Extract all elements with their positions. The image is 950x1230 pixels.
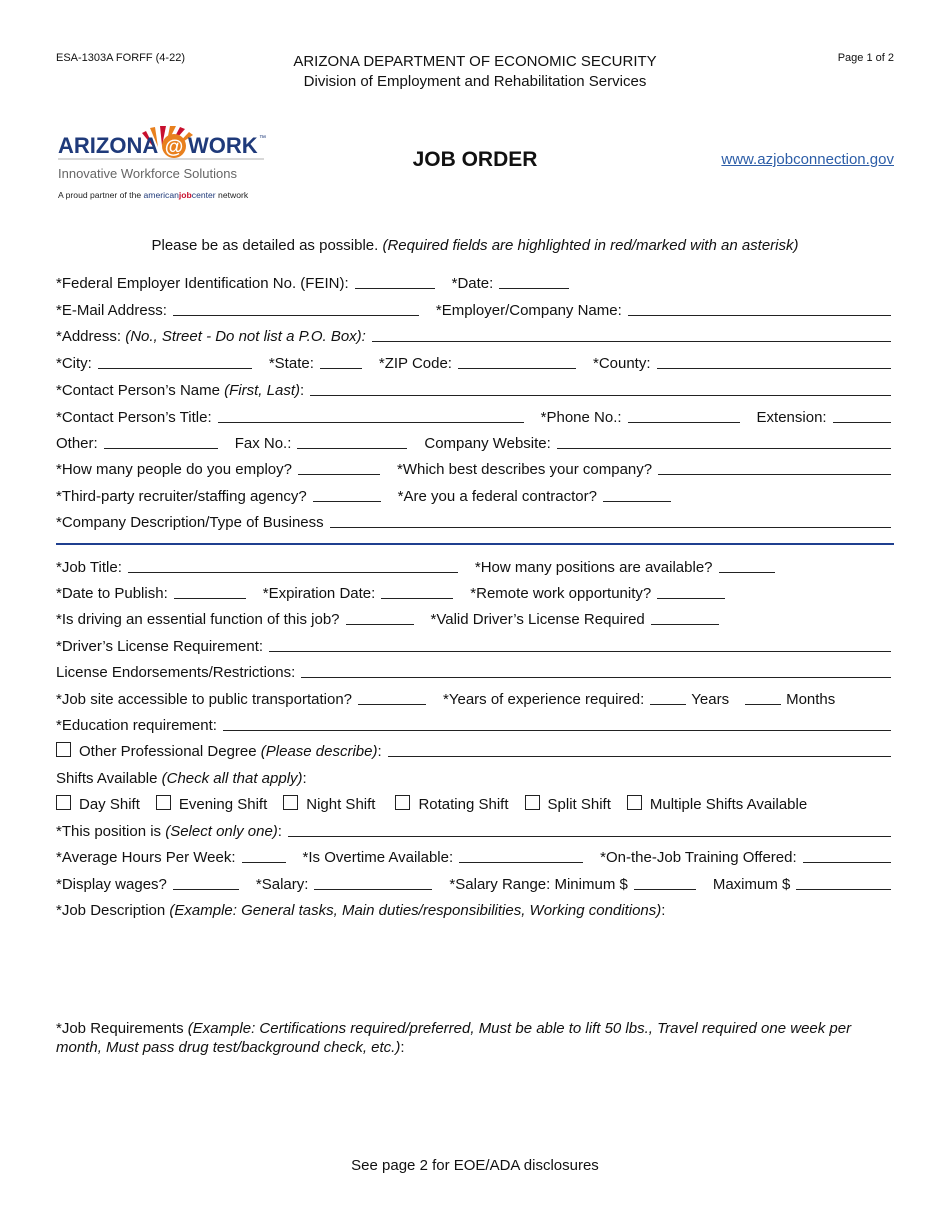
fein-label: *Federal Employer Identification No. (FEIN): — [56, 275, 349, 292]
row-position-type — [56, 820, 894, 840]
shift-option-night[interactable] — [283, 795, 375, 813]
logo-at-sign: @ — [164, 137, 184, 158]
agency-header — [0, 52, 950, 92]
shift-label: Day Shift — [79, 796, 140, 813]
shift-label: Rotating Shift — [418, 796, 509, 813]
position-is-colon: : — [277, 823, 282, 840]
employ-count-label: *How many people do you employ? — [56, 461, 292, 478]
partner-center: center — [191, 190, 216, 200]
shift-label: Multiple Shifts Available — [649, 796, 808, 813]
other-degree-label — [79, 743, 382, 760]
checkbox-icon[interactable] — [56, 795, 71, 810]
salary-min-label: *Salary Range: Minimum $ — [449, 876, 628, 893]
other-degree-text: Other Professional Degree — [79, 743, 261, 760]
address-note: (No., Street - Do not list a P.O. Box): — [125, 328, 366, 345]
months-label: Months — [786, 691, 836, 708]
state-label: *State: — [268, 355, 314, 372]
shifts-colon: : — [302, 770, 307, 787]
division-name: Division of Employment and Rehabilitation Services — [303, 73, 647, 90]
publish-date-label: *Date to Publish: — [56, 585, 168, 602]
company-website-label: Company Website: — [424, 435, 551, 452]
row-publish — [56, 582, 894, 602]
job-description-text: *Job Description — [56, 902, 170, 919]
shift-option-rotating[interactable] — [395, 795, 508, 813]
shifts-label-text: Shifts Available — [56, 770, 162, 787]
extension-label: Extension: — [756, 409, 827, 426]
city-field[interactable] — [98, 368, 252, 369]
contact-name-colon: : — [299, 382, 305, 399]
salary-max-label: Maximum $ — [712, 876, 791, 893]
address-label — [56, 328, 366, 345]
company-description-label: *Company Description/Type of Business — [56, 514, 324, 531]
public-transport-field[interactable] — [358, 704, 426, 705]
logo-partner-line — [58, 190, 249, 200]
license-required-label: *Valid Driver’s License Required — [430, 611, 645, 628]
company-name-label: *Employer/Company Name: — [435, 302, 622, 319]
row-education — [56, 714, 894, 734]
endorsements-field[interactable] — [301, 677, 891, 678]
public-transport-label: *Job site accessible to public transportation? — [56, 691, 353, 708]
zip-field[interactable] — [458, 368, 576, 369]
contact-name-note: (First, Last) — [224, 382, 300, 399]
checkbox-icon[interactable] — [525, 795, 540, 810]
shifts-note: (Check all that apply) — [161, 770, 303, 787]
job-description-label — [56, 902, 665, 919]
license-requirement-field[interactable] — [269, 651, 891, 652]
federal-contractor-label: *Are you a federal contractor? — [397, 488, 597, 505]
page-number: Page 1 of 2 — [837, 52, 894, 64]
salary-field[interactable] — [314, 889, 432, 890]
expiration-field[interactable] — [381, 598, 453, 599]
partner-american: american — [143, 190, 179, 200]
job-title-label: *Job Title: — [56, 559, 122, 576]
other-field[interactable] — [104, 448, 218, 449]
website-link[interactable]: www.azjobconnection.gov — [721, 151, 894, 168]
checkbox-icon[interactable] — [156, 795, 171, 810]
document-title: JOB ORDER — [412, 148, 538, 171]
row-driving — [56, 608, 894, 628]
experience-months-field[interactable] — [745, 704, 781, 705]
row-shifts-label — [56, 767, 894, 787]
row-hours — [56, 846, 894, 866]
company-website-field[interactable] — [557, 448, 891, 449]
job-requirements-text: *Job Requirements — [56, 1020, 188, 1037]
driving-essential-field[interactable] — [346, 624, 414, 625]
company-name-field[interactable] — [628, 315, 891, 316]
row-city — [56, 352, 894, 372]
extension-field[interactable] — [833, 422, 891, 423]
address-label-text: *Address: — [56, 328, 126, 345]
job-requirements-area[interactable] — [56, 1062, 894, 1148]
row-endorsements — [56, 661, 894, 681]
date-field[interactable] — [499, 288, 569, 289]
expiration-label: *Expiration Date: — [262, 585, 376, 602]
contact-title-label: *Contact Person’s Title: — [56, 409, 212, 426]
logo-brand-left: ARIZONA — [58, 133, 159, 158]
positions-field[interactable] — [719, 572, 775, 573]
contact-title-field[interactable] — [218, 422, 524, 423]
job-title-field[interactable] — [128, 572, 458, 573]
county-field[interactable] — [657, 368, 891, 369]
row-shift-options — [56, 793, 894, 813]
company-type-label: *Which best describes your company? — [396, 461, 653, 478]
row-wages — [56, 873, 894, 893]
row-other-degree — [56, 740, 894, 760]
row-employ-count — [56, 458, 894, 478]
address-field[interactable] — [372, 341, 891, 342]
display-wages-label: *Display wages? — [56, 876, 167, 893]
salary-label: *Salary: — [255, 876, 309, 893]
checkbox-icon[interactable] — [395, 795, 410, 810]
intro-lead: Please be as detailed as possible. — [151, 237, 383, 254]
license-requirement-label: *Driver’s License Requirement: — [56, 638, 264, 655]
partner-job: job — [178, 190, 192, 200]
other-degree-checkbox[interactable] — [56, 742, 71, 757]
publish-date-field[interactable] — [174, 598, 246, 599]
remote-field[interactable] — [657, 598, 725, 599]
phone-field[interactable] — [628, 422, 740, 423]
shift-label: Night Shift — [306, 796, 376, 813]
license-required-field[interactable] — [651, 624, 719, 625]
section-divider — [56, 543, 894, 545]
logo-tagline: Innovative Workforce Solutions — [58, 166, 237, 181]
third-party-field[interactable] — [313, 501, 381, 502]
intro-note: (Required fields are highlighted in red/marked with an asterisk) — [382, 237, 799, 254]
experience-years-field[interactable] — [650, 704, 686, 705]
years-label: Years — [691, 691, 730, 708]
shift-option-split[interactable] — [525, 795, 611, 813]
avg-hours-label: *Average Hours Per Week: — [56, 849, 236, 866]
position-is-label — [56, 823, 282, 840]
job-requirements-note: (Example: Certifications required/preferred, Must be able to lift 50 lbs., Travel required one week per month, Must pass drug test/background check, etc.) — [56, 1020, 852, 1056]
fax-field[interactable] — [297, 448, 407, 449]
checkbox-icon[interactable] — [283, 795, 298, 810]
fein-field[interactable] — [355, 288, 435, 289]
partner-prefix: A proud partner of the — [58, 190, 144, 200]
intro-instructions — [0, 237, 950, 254]
row-transport — [56, 688, 894, 708]
position-type-field[interactable] — [288, 836, 891, 837]
ojt-label: *On-the-Job Training Offered: — [600, 849, 797, 866]
shift-option-day[interactable] — [56, 795, 140, 813]
job-description-area[interactable] — [56, 925, 894, 1011]
zip-label: *ZIP Code: — [378, 355, 452, 372]
company-description-field[interactable] — [330, 527, 891, 528]
phone-label: *Phone No.: — [540, 409, 622, 426]
shift-label: Evening Shift — [178, 796, 268, 813]
position-is-text: *This position is — [56, 823, 166, 840]
shift-option-multiple[interactable] — [627, 795, 807, 813]
driving-essential-label: *Is driving an essential function of this job? — [56, 611, 340, 628]
other-degree-note: (Please describe) — [260, 743, 378, 760]
shift-option-evening[interactable] — [156, 795, 267, 813]
federal-contractor-field[interactable] — [603, 501, 671, 502]
form-id: ESA-1303A FORFF (4-22) — [56, 52, 185, 64]
row-contact-name — [56, 379, 894, 399]
email-field[interactable] — [173, 315, 419, 316]
contact-name-label — [56, 382, 304, 399]
row-email — [56, 299, 894, 319]
contact-name-field[interactable] — [310, 395, 891, 396]
shift-label: Split Shift — [547, 796, 611, 813]
company-type-field[interactable] — [658, 474, 891, 475]
state-field[interactable] — [320, 368, 362, 369]
salary-min-field[interactable] — [634, 889, 696, 890]
job-description-colon: : — [661, 902, 666, 919]
row-third-party — [56, 485, 894, 505]
employ-count-field[interactable] — [298, 474, 380, 475]
experience-label: *Years of experience required: — [443, 691, 645, 708]
row-fein — [56, 272, 894, 292]
overtime-field[interactable] — [459, 862, 583, 863]
row-job-description — [56, 899, 894, 919]
education-field[interactable] — [223, 730, 891, 731]
date-label: *Date: — [451, 275, 494, 292]
row-company-description — [56, 511, 894, 531]
city-label: *City: — [56, 355, 92, 372]
education-label: *Education requirement: — [56, 717, 217, 734]
avg-hours-field[interactable] — [242, 862, 286, 863]
other-degree-field[interactable] — [388, 756, 891, 757]
salary-max-field[interactable] — [796, 889, 891, 890]
email-label: *E-Mail Address: — [56, 302, 167, 319]
logo-trademark: ™ — [259, 135, 266, 142]
positions-label: *How many positions are available? — [474, 559, 713, 576]
row-contact-title — [56, 406, 894, 426]
position-is-note: (Select only one) — [165, 823, 278, 840]
county-label: *County: — [592, 355, 651, 372]
agency-name: ARIZONA DEPARTMENT OF ECONOMIC SECURITY — [293, 53, 657, 70]
footer-note: See page 2 for EOE/ADA disclosures — [351, 1157, 599, 1174]
display-wages-field[interactable] — [173, 889, 239, 890]
job-description-note: (Example: General tasks, Main duties/responsibilities, Working conditions) — [169, 902, 662, 919]
other-label: Other: — [56, 435, 98, 452]
row-other — [56, 432, 894, 452]
partner-suffix: network — [215, 190, 249, 200]
endorsements-label: License Endorsements/Restrictions: — [56, 664, 296, 681]
remote-label: *Remote work opportunity? — [470, 585, 652, 602]
ojt-field[interactable] — [803, 862, 891, 863]
row-job-title — [56, 556, 894, 576]
job-requirements-label — [56, 1019, 894, 1057]
job-requirements-colon: : — [400, 1039, 405, 1056]
contact-name-text: *Contact Person’s Name — [56, 382, 225, 399]
overtime-label: *Is Overtime Available: — [302, 849, 454, 866]
other-degree-colon: : — [377, 743, 382, 760]
fax-label: Fax No.: — [234, 435, 292, 452]
shifts-label — [56, 770, 307, 787]
third-party-label: *Third-party recruiter/staffing agency? — [56, 488, 307, 505]
logo-brand-right: WORK — [188, 133, 258, 158]
checkbox-icon[interactable] — [627, 795, 642, 810]
row-address — [56, 325, 894, 345]
row-license-requirement — [56, 635, 894, 655]
